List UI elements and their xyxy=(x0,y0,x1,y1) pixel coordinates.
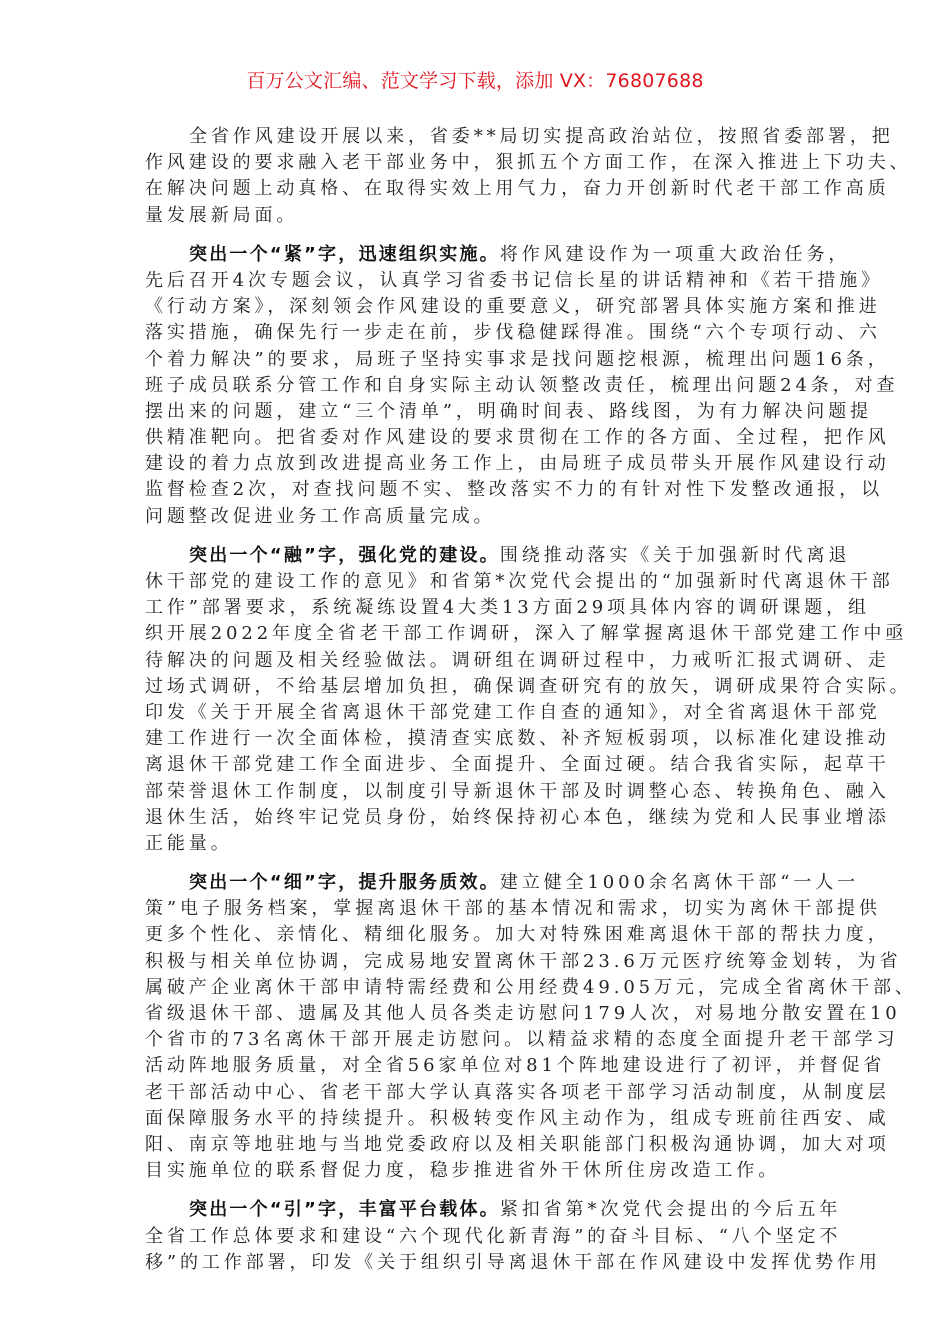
watermark-banner: 百万公文汇编、范文学习下载，添加 VX：76807688 xyxy=(246,70,704,92)
text-line: 积极与相关单位协调，完成易地安置离休干部23.6万元医疗统筹金划转，为省 xyxy=(145,950,902,972)
text-line: 面保障服务水平的持续提升。积极转变作风主动作为，组成专班前往西安、咸 xyxy=(145,1107,890,1129)
text-line: 省级退休干部、遗属及其他人员各类走访慰问179人次，对易地分散安置在10 xyxy=(145,1003,901,1024)
text-line: 策”电子服务档案，掌握离退休干部的基本情况和需求，切实为离休干部提供 xyxy=(145,898,881,920)
text-line: 休干部党的建设工作的意见》和省第*次党代会提出的“加强新时代离退休干部 xyxy=(145,571,894,592)
paragraph-xi xyxy=(145,870,917,1184)
paragraph-jin xyxy=(145,242,899,530)
section-heading: 突出一个“紧”字，迅速组织实施。 xyxy=(189,243,500,265)
text-line: 退休生活，始终牢记党员身份，始终保持初心本色，继续为党和人民事业增添 xyxy=(145,806,890,828)
paragraph-intro xyxy=(145,124,912,229)
text-line xyxy=(145,543,851,569)
text-line: 个省市的73名离休干部开展走访慰问。以精益求精的态度全面提升老干部学习 xyxy=(145,1029,899,1051)
text-fragment: 紧扣省第*次党代会提出的今后五年 xyxy=(499,1199,842,1221)
section-heading: 突出一个“融”字，强化党的建设。 xyxy=(189,544,500,566)
text-line: 更多个性化、亲情化、精细化服务。加大对特殊困难离退休干部的帮扶力度， xyxy=(145,924,890,946)
text-line: 属破产企业离休干部申请特需经费和公用经费49.05万元，完成全省离休干部、 xyxy=(145,976,917,998)
text-fragment: 建立健全1000余名离休干部“一人一 xyxy=(499,872,860,894)
text-line: 全省工作总体要求和建设“六个现代化新青海”的奋斗目标、“八个坚定不 xyxy=(145,1225,842,1247)
text-line: 阳、南京等地驻地与当地党委政府以及相关职能部门积极沟通协调，加大对项 xyxy=(145,1133,890,1155)
text-line: 班子成员联系分管工作和自身实际主动认领整改责任，梳理出问题24条，对查 xyxy=(145,374,899,396)
text-line: 移”的工作部署，印发《关于组织引导离退休干部在作风建设中发挥优势作用 xyxy=(145,1251,881,1273)
document-body xyxy=(145,124,917,1289)
text-line: 建工作进行一次全面体检，摸清查实底数、补齐短板弱项，以标准化建设推动 xyxy=(145,728,890,750)
text-line: 《行动方案》，深刻领会作风建设的重要意义，研究部署具体实施方案和推进 xyxy=(145,296,881,318)
text-fragment: 围绕推动落实《关于加强新时代离退 xyxy=(499,544,851,566)
paragraph-rong xyxy=(145,543,912,857)
text-line: 全省作风建设开展以来，省委**局切实提高政治站位，按照省委部署，把 xyxy=(189,126,894,147)
text-line: 工作”部署要求，系统凝练设置4大类13方面29项具体内容的调研课题，组 xyxy=(145,597,870,619)
text-line: 过场式调研，不给基层增加负担，确保调查研究有的放矢，调研成果符合实际。 xyxy=(145,675,912,697)
text-line: 建设的着力点放到改进提高业务工作上，由局班子成员带头开展作风建设行动 xyxy=(145,453,890,475)
text-fragment: 将作风建设作为一项重大政治任务， xyxy=(499,243,851,265)
text-line: 个着力解决”的要求，局班子坚持实事求是找问题挖根源，梳理出问题16条， xyxy=(145,348,890,370)
text-line: 量发展新局面。 xyxy=(145,204,299,226)
text-line: 目实施单位的联系督促力度，稳步推进省外干休所住房改造工作。 xyxy=(145,1160,781,1182)
text-line xyxy=(145,870,860,896)
text-line: 供精准靶向。把省委对作风建设的要求贯彻在工作的各方面、全过程，把作风 xyxy=(145,427,890,449)
text-line: 问题整改促进业务工作高质量完成。 xyxy=(145,505,496,527)
text-line: 织开展2022年度全省老干部工作调研，深入了解掌握离退休干部党建工作中亟 xyxy=(145,623,908,645)
section-heading: 突出一个“引”字，丰富平台载体。 xyxy=(189,1199,500,1221)
text-line: 摆出来的问题，建立“三个清单”，明确时间表、路线图，为有力解决问题提 xyxy=(145,400,873,422)
section-heading: 突出一个“细”字，提升服务质效。 xyxy=(189,872,500,894)
text-line: 离退休干部党建工作全面进步、全面提升、全面过硬。结合我省实际，起草干 xyxy=(145,754,890,776)
text-line: 监督检查2次，对查找问题不实、整改落实不力的有针对性下发整改通报，以 xyxy=(145,479,884,501)
paragraph-yin xyxy=(145,1197,881,1276)
text-line: 在解决问题上动真格、在取得实效上用气力，奋力开创新时代老干部工作高质 xyxy=(145,178,890,200)
text-line xyxy=(145,1197,842,1223)
text-line: 作风建设的要求融入老干部业务中，狠抓五个方面工作，在深入推进上下功夫、 xyxy=(145,152,912,174)
text-line: 落实措施，确保先行一步走在前，步伐稳健踩得准。围绕“六个专项行动、六 xyxy=(145,322,881,344)
text-line: 待解决的问题及相关经验做法。调研组在调研过程中，力戒听汇报式调研、走 xyxy=(145,649,890,671)
text-line: 部荣誉退休工作制度，以制度引导新退休干部及时调整心态、转换角色、融入 xyxy=(145,780,890,802)
text-line: 活动阵地服务质量，对全省56家单位对81个阵地建设进行了初评，并督促省 xyxy=(145,1055,886,1077)
text-line xyxy=(145,242,851,268)
text-line: 老干部活动中心、省老干部大学认真落实各项老干部学习活动制度，从制度层 xyxy=(145,1081,890,1103)
text-line: 印发《关于开展全省离退休干部党建工作自查的通知》，对全省离退休干部党 xyxy=(145,701,881,723)
text-line: 正能量。 xyxy=(145,832,233,854)
text-line: 先后召开4次专题会议，认真学习省委书记信长星的讲话精神和《若干措施》 xyxy=(145,269,884,291)
